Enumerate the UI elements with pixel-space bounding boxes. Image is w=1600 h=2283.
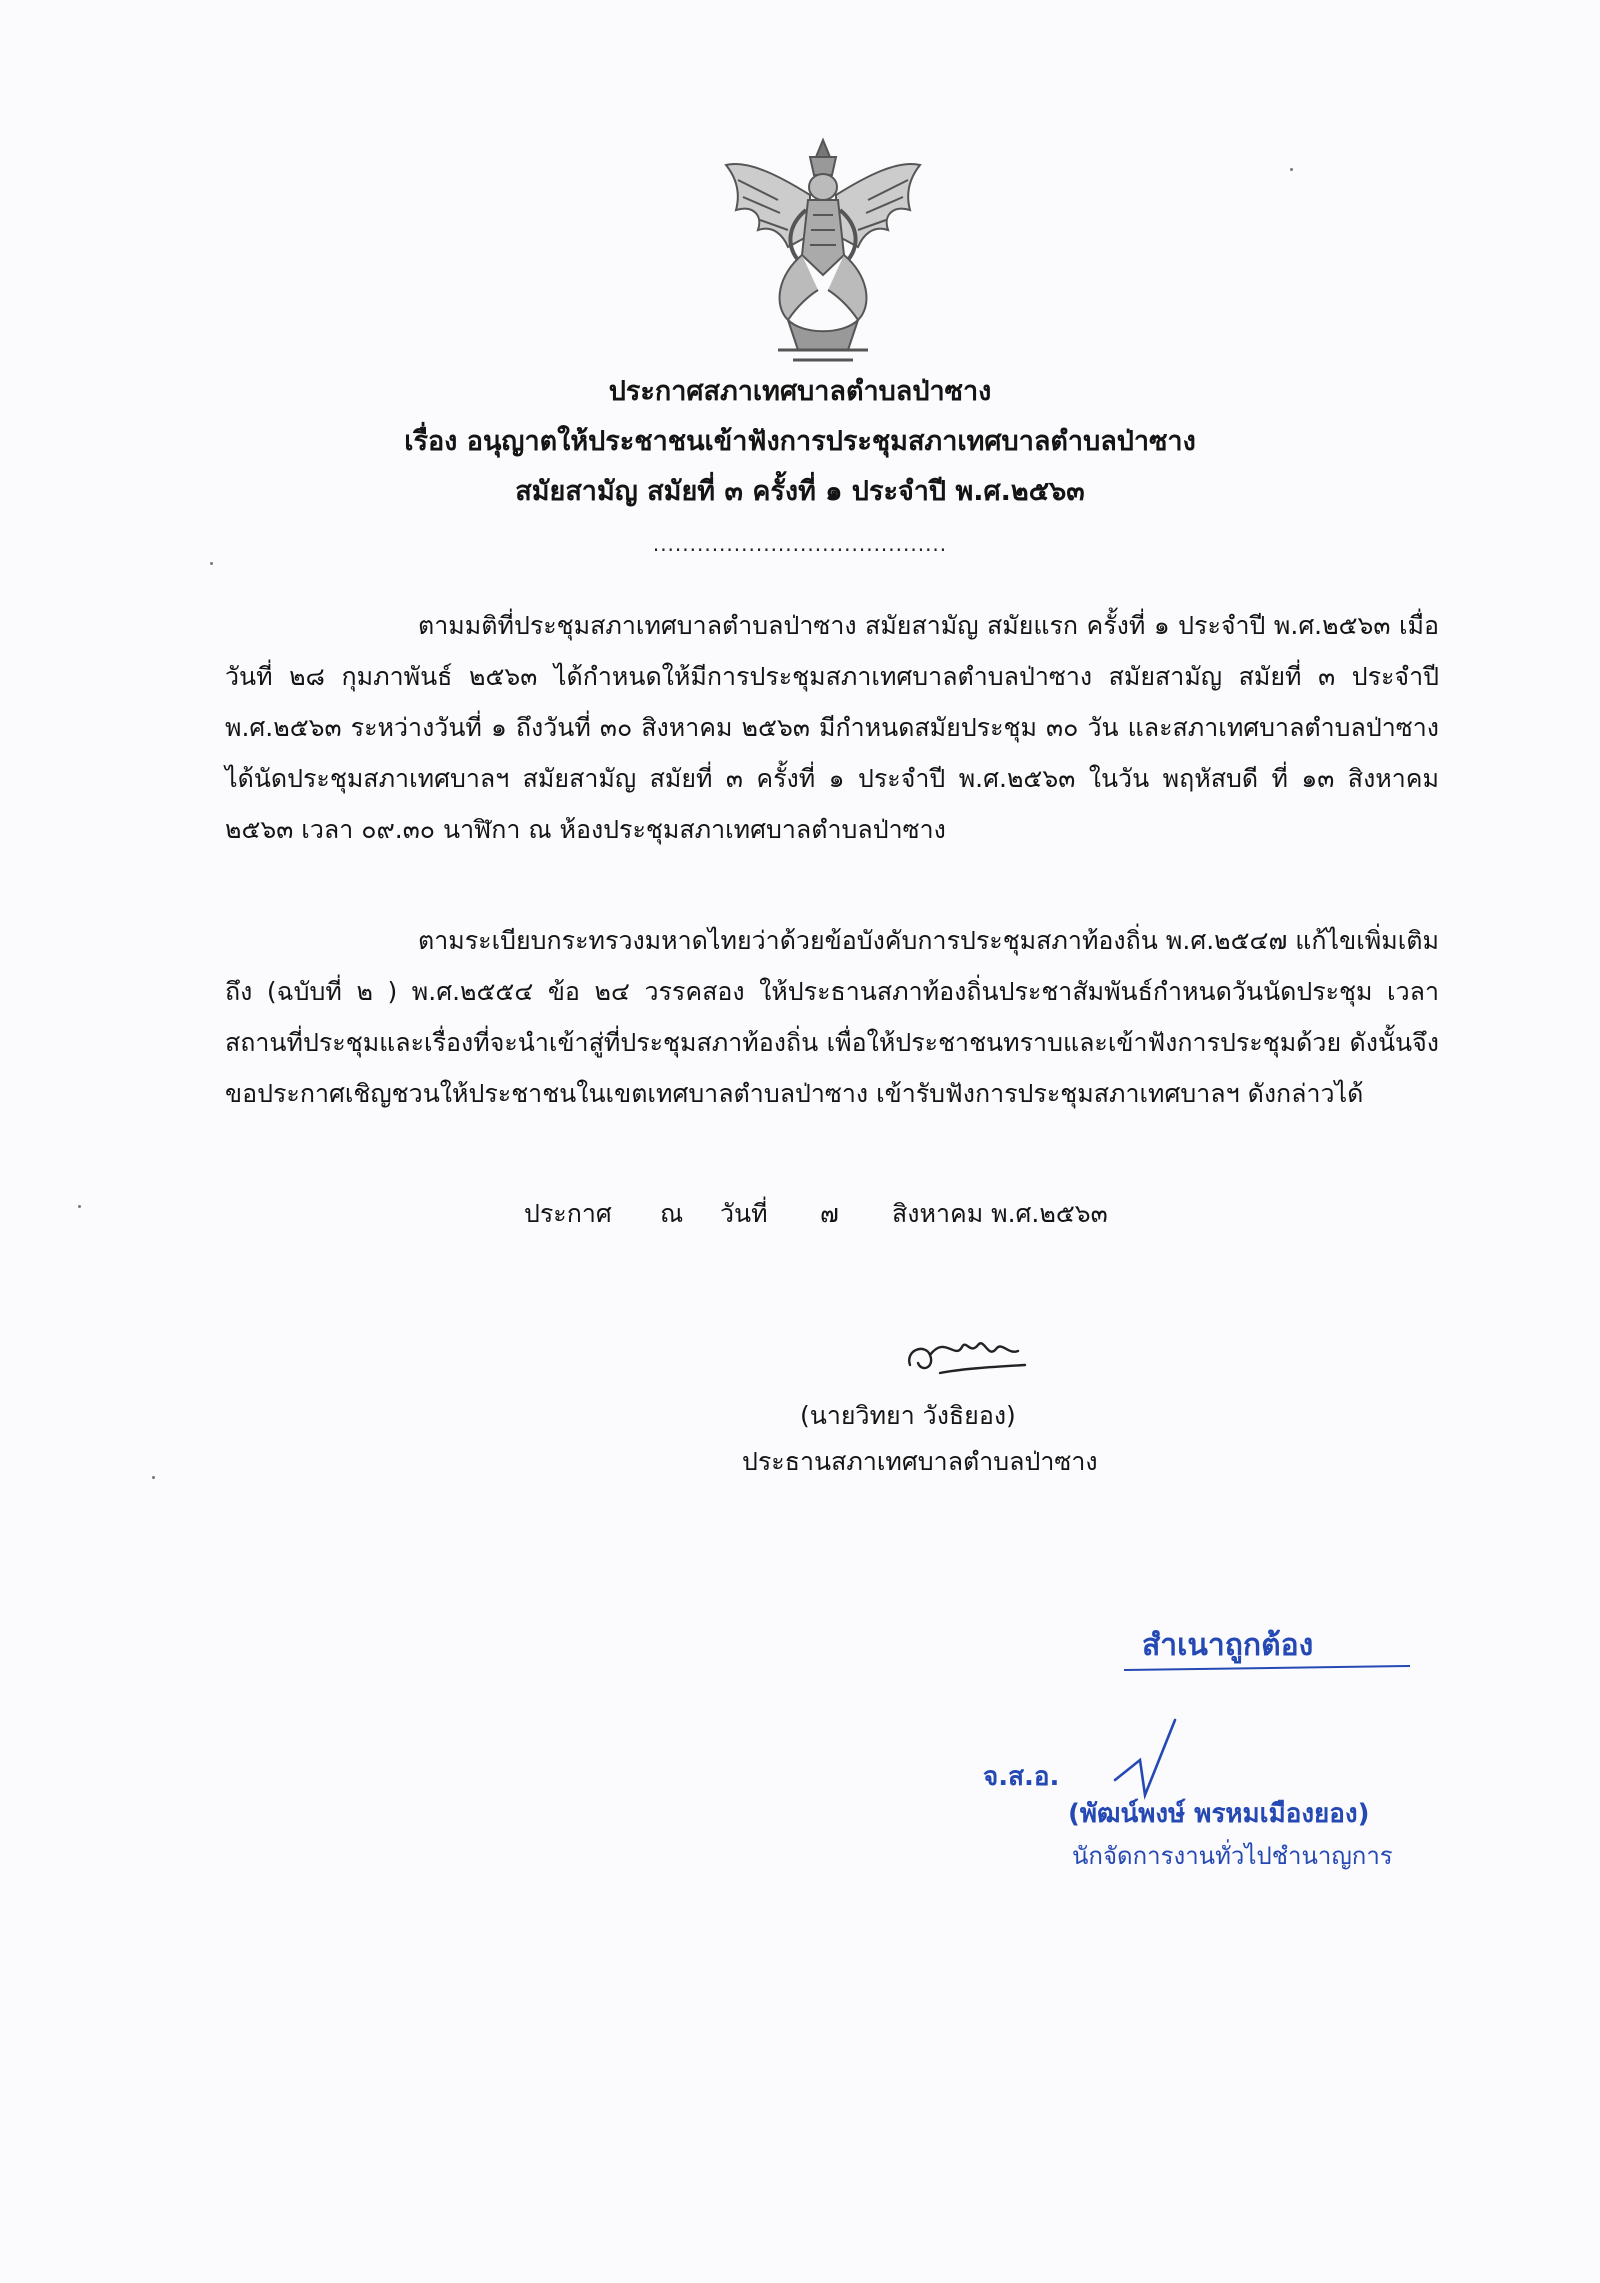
paper-speck xyxy=(210,562,213,565)
paper-speck xyxy=(1290,168,1293,171)
body-paragraph-2: ตามระเบียบกระทรวงมหาดไทยว่าด้วยข้อบังคับการประชุมสภาท้องถิ่น พ.ศ.๒๕๔๗ แก้ไขเพิ่มเติมถึง (ฉบับที่ ๒ ) พ.ศ.๒๕๕๔ ข้อ ๒๔ วรรคสอง ให้ประธานสภาท้องถิ่นประชาสัมพันธ์กำหนดวันนัดประชุม เวลา สถานที่ประชุมและเรื่องที่จะนำเข้าสู่ที่ประชุมสภาท้องถิ่น เพื่อให้ประชาชนทราบและเข้าฟังการประชุมด้วย ดังนั้นจึงขอประกาศเชิญชวนให้ประชาชนในเขตเทศบาลตำบลป่าซาง เข้ารับฟังการประชุมสภาเทศบาลฯ ดังกล่าวได้ xyxy=(225,926,1439,1108)
body-paragraph-1: ตามมติที่ประชุมสภาเทศบาลตำบลป่าซาง สมัยสามัญ สมัยแรก ครั้งที่ ๑ ประจำปี พ.ศ.๒๕๖๓ เมื่อวันที่ ๒๘ กุมภาพันธ์ ๒๕๖๓ ได้กำหนดให้มีการประชุมสภาเทศบาลตำบลป่าซาง สมัยสามัญ สมัยที่ ๓ ประจำปี พ.ศ.๒๕๖๓ ระหว่างวันที่ ๑ ถึงวันที่ ๓๐ สิงหาคม ๒๕๖๓ มีกำหนดสมัยประชุม ๓๐ วัน และสภาเทศบาลตำบลป่าซาง ได้นัดประชุมสภาเทศบาลฯ สมัยสามัญ สมัยที่ ๓ ครั้งที่ ๑ ประจำปี พ.ศ.๒๕๖๓ ในวัน พฤหัสบดี ที่ ๑๓ สิงหาคม ๒๕๖๓ เวลา ๐๙.๓๐ นาฬิกา ณ ห้องประชุมสภาเทศบาลตำบลป่าซาง xyxy=(225,611,1439,844)
announcement-session: สมัยสามัญ สมัยที่ ๓ ครั้งที่ ๑ ประจำปี พ.ศ.๒๕๖๓ xyxy=(515,476,1085,507)
announce-month-year: สิงหาคม พ.ศ.๒๕๖๓ xyxy=(892,1199,1108,1228)
announce-at: ณ xyxy=(660,1199,684,1228)
announce-date-label: วันที่ xyxy=(720,1199,768,1228)
garuda-emblem-icon xyxy=(718,135,928,365)
stamp-signature-icon xyxy=(1105,1710,1195,1800)
certified-copy-title: สำเนาถูกต้อง xyxy=(1142,1628,1314,1663)
paper-speck xyxy=(78,1205,81,1208)
certifier-name: (พัฒน์พงษ์ พรหมเมืองยอง) xyxy=(1068,1799,1370,1829)
announcement-title: ประกาศสภาเทศบาลตำบลป่าซาง xyxy=(608,376,992,407)
signature-icon xyxy=(900,1325,1030,1385)
paper-speck xyxy=(152,1476,155,1479)
certifier-rank: จ.ส.อ. xyxy=(983,1762,1060,1792)
signatory-name: (นายวิทยา วังธิยอง) xyxy=(800,1401,1016,1430)
certified-underline xyxy=(1122,1664,1412,1672)
certifier-position: นักจัดการงานทั่วไปชำนาญการ xyxy=(1072,1842,1393,1870)
announce-label: ประกาศ xyxy=(524,1199,612,1228)
signatory-position: ประธานสภาเทศบาลตำบลป่าซาง xyxy=(742,1447,1098,1476)
announcement-subject: เรื่อง อนุญาตให้ประชาชนเข้าฟังการประชุมสภาเทศบาลตำบลป่าซาง xyxy=(404,426,1196,457)
announce-day: ๗ xyxy=(820,1199,839,1228)
header-separator: ........................................ xyxy=(652,532,948,556)
